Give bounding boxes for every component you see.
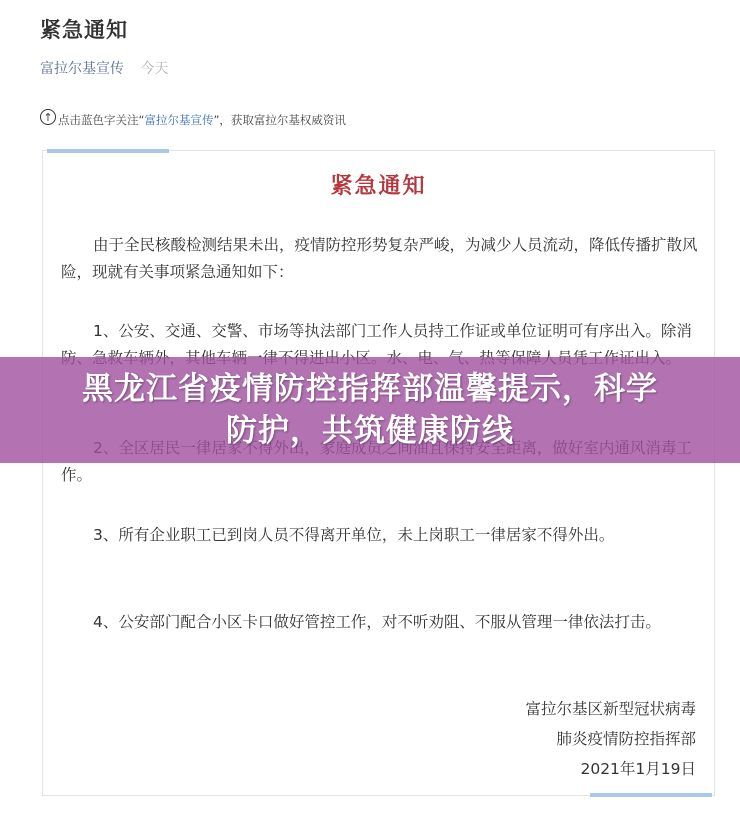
follow-tip (40, 112, 346, 128)
follow-tip-account-link[interactable]: 富拉尔基宣传 (144, 113, 214, 127)
headline-line2: 防护，共筑健康防线 (226, 413, 514, 449)
signature-org-line1: 富拉尔基区新型冠状病毒 (525, 700, 696, 718)
headline-overlay (0, 357, 740, 463)
notice-item: 4、公安部门配合小区卡口做好管控工作，对不听劝阻、不服从管理一律依法打击。 (93, 613, 661, 631)
publish-time: 今天 (140, 61, 169, 77)
notice-item: 1、公安、交通、交警、市场等执法部门工作人员持工作证或单位证明可有序出入。除消 (93, 322, 692, 340)
follow-tip-prefix: 点击蓝色字关注“ (58, 113, 145, 127)
notice-item: 作。 (61, 466, 93, 484)
page-title: 紧急通知 (40, 18, 128, 42)
signature-date: 2021年1月19日 (580, 760, 696, 778)
notice-image (42, 150, 715, 796)
frame-accent-bottom (590, 793, 712, 797)
signature-org-line2: 肺炎疫情防控指挥部 (556, 730, 696, 748)
account-link[interactable]: 富拉尔基宣传 (40, 61, 124, 77)
arrow-up-circle-icon: ↑ (40, 109, 56, 125)
notice-intro: 由于全民核酸检测结果未出，疫情防控形势复杂严峻，为减少人员流动，降低传播扩散风险，现就有关事项紧急通知如下： (61, 236, 698, 281)
article-meta (40, 58, 168, 78)
notice-heading: 紧急通知 (330, 174, 427, 199)
follow-tip-suffix: ”，获取富拉尔基权威资讯 (213, 113, 346, 127)
frame-accent-top (47, 149, 169, 153)
headline-line1: 黑龙江省疫情防控指挥部温馨提示，科学 (82, 371, 658, 407)
notice-item: 3、所有企业职工已到岗人员不得离开单位，未上岗职工一律居家不得外出。 (93, 526, 615, 544)
